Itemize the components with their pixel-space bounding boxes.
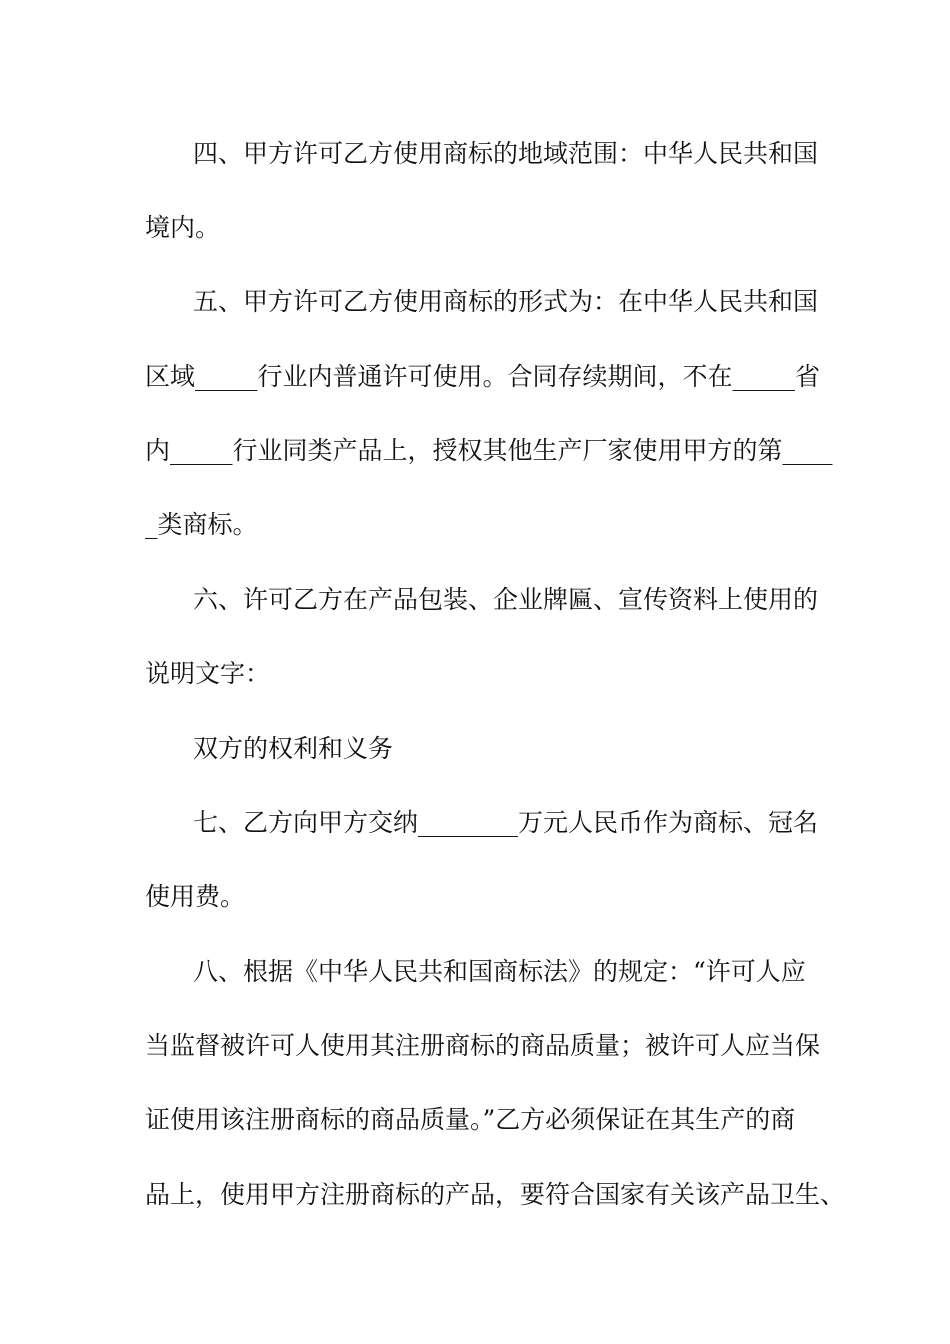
text-line: 八、根据《中华人民共和国商标法》的规定：“许可人应	[193, 957, 806, 986]
text-line: 六、许可乙方在产品包装、企业牌匾、宣传资料上使用的	[193, 585, 819, 614]
text-line: 当监督被许可人使用其注册商标的商品质量；被许可人应当保	[145, 1031, 821, 1060]
text-line: 内_____行业同类产品上，授权其他生产厂家使用甲方的第____	[145, 436, 833, 465]
text-line: 品上，使用甲方注册商标的产品，要符合国家有关该产品卫生、	[145, 1180, 846, 1209]
text-line: 区域_____行业内普通许可使用。合同存续期间，不在_____省	[145, 362, 821, 391]
text-line: 境内。	[145, 213, 221, 242]
text-line: 说明文字：	[145, 659, 271, 688]
text-line: _类商标。	[145, 510, 258, 539]
text-line: 七、乙方向甲方交纳________万元人民币作为商标、冠名	[193, 808, 819, 837]
text-line: 五、甲方许可乙方使用商标的形式为：在中华人民共和国	[193, 287, 819, 316]
text-line: 证使用该注册商标的商品质量。”乙方必须保证在其生产的商	[145, 1105, 796, 1134]
text-line: 四、甲方许可乙方使用商标的地域范围：中华人民共和国	[193, 139, 819, 168]
section-heading: 双方的权利和义务	[193, 734, 394, 763]
text-line: 使用费。	[145, 882, 246, 911]
